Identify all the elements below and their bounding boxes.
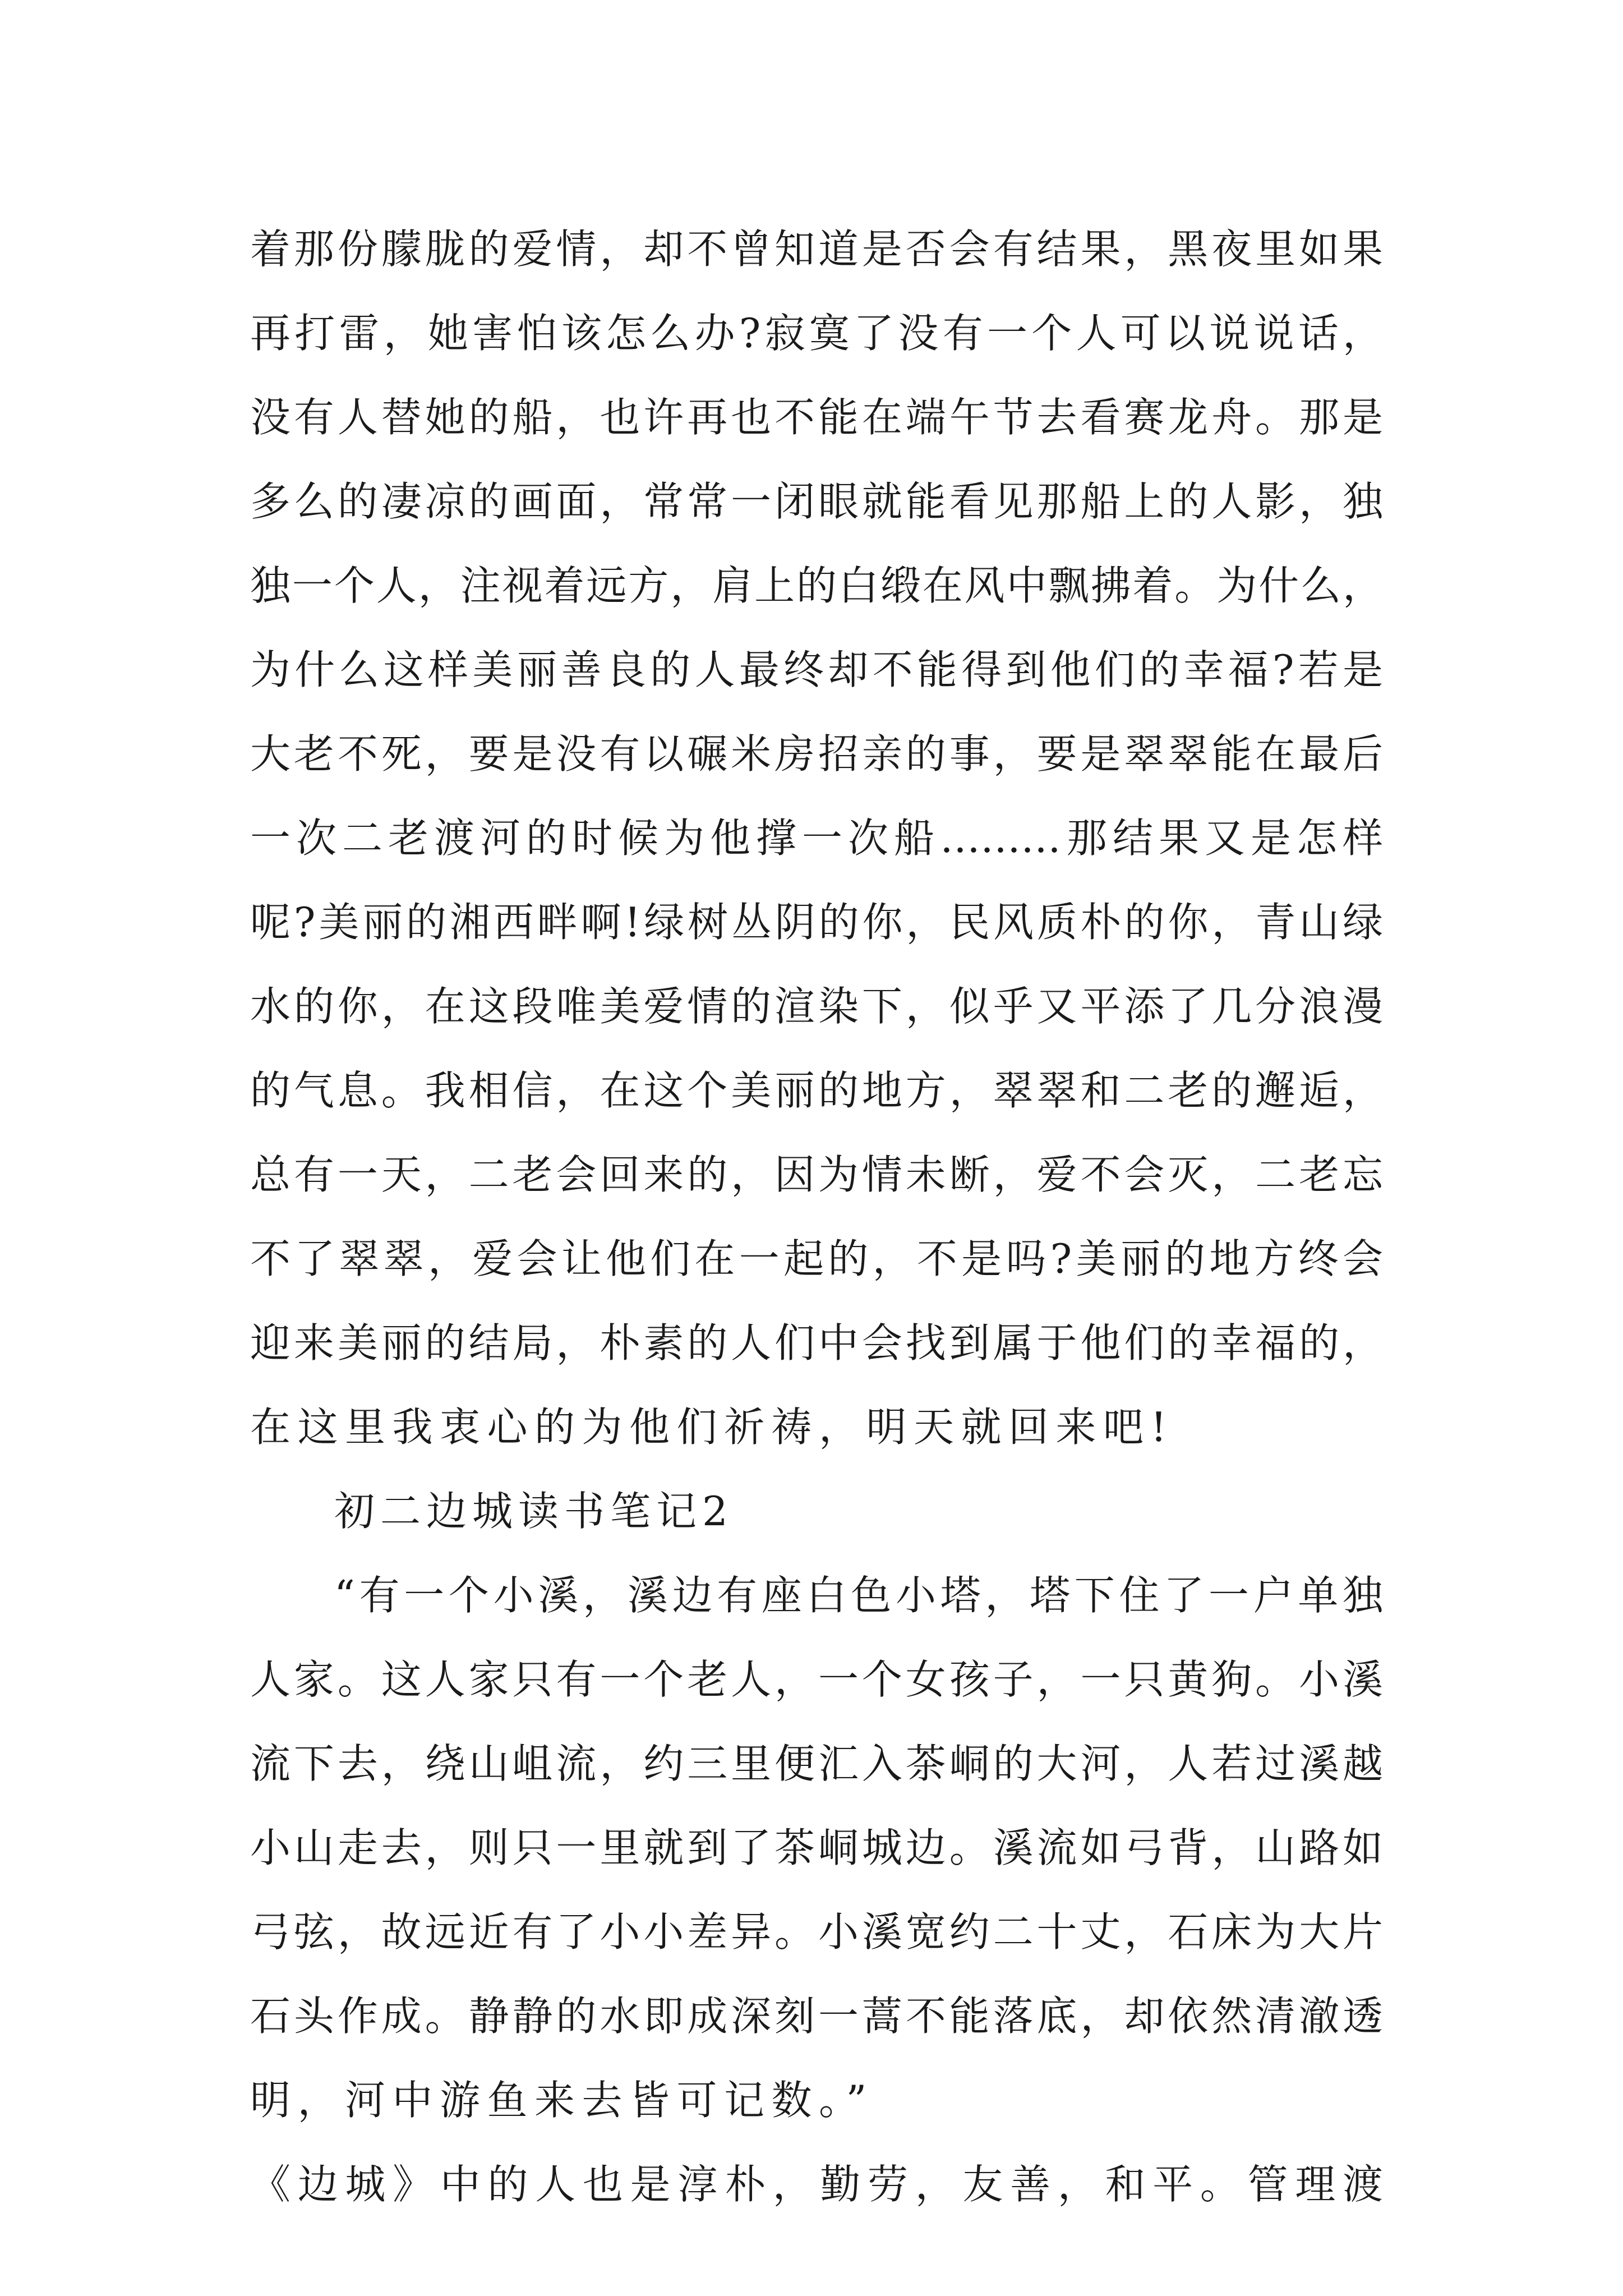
text-line: 弓弦，故远近有了小小差异。小溪宽约二十丈，石床为大片 xyxy=(250,1908,1383,1955)
text-line: 着那份朦胧的爱情，却不曾知道是否会有结果，黑夜里如果 xyxy=(250,226,1383,273)
text-line: 一次二老渡河的时候为他撑一次船………那结果又是怎样 xyxy=(250,815,1383,862)
section-heading: 初二边城读书笔记2 xyxy=(334,1488,734,1535)
text-line: 独一个人，注视着远方，肩上的白缎在风中飘拂着。为什么， xyxy=(250,562,1383,609)
text-line: 《边城》中的人也是淳朴，勤劳，友善，和平。管理渡 xyxy=(250,2161,1383,2208)
text-line: 水的你，在这段唯美爱情的渲染下，似乎又平添了几分浪漫 xyxy=(250,983,1383,1030)
text-line: 为什么这样美丽善良的人最终却不能得到他们的幸福?若是 xyxy=(250,646,1383,693)
text-line: 呢?美丽的湘西畔啊!绿树丛阴的你，民风质朴的你，青山绿 xyxy=(250,899,1383,946)
text-line: 小山走去，则只一里就到了茶峒城边。溪流如弓背，山路如 xyxy=(250,1824,1383,1871)
text-line: 没有人替她的船，也许再也不能在端午节去看赛龙舟。那是 xyxy=(250,394,1383,441)
text-line: 大老不死，要是没有以碾米房招亲的事，要是翠翠能在最后 xyxy=(250,730,1383,777)
text-line: 不了翠翠，爱会让他们在一起的，不是吗?美丽的地方终会 xyxy=(250,1235,1383,1282)
text-line: 多么的凄凉的画面，常常一闭眼就能看见那船上的人影，独 xyxy=(250,478,1383,525)
text-line: 明，河中游鱼来去皆可记数。” xyxy=(250,2077,874,2124)
text-line: 的气息。我相信，在这个美丽的地方，翠翠和二老的邂逅， xyxy=(250,1067,1383,1114)
text-line: 石头作成。静静的水即成深刻一蒿不能落底，却依然清澈透 xyxy=(250,1993,1383,2040)
text-line: 迎来美丽的结局，朴素的人们中会找到属于他们的幸福的， xyxy=(250,1319,1383,1366)
text-line: 再打雷，她害怕该怎么办?寂寞了没有一个人可以说说话， xyxy=(250,310,1383,357)
text-line: 在这里我衷心的为他们祈祷，明天就回来吧! xyxy=(250,1404,1174,1451)
text-line: “有一个小溪，溪边有座白色小塔，塔下住了一户单独 xyxy=(334,1572,1383,1619)
text-line: 人家。这人家只有一个老人，一个女孩子，一只黄狗。小溪 xyxy=(250,1656,1383,1703)
text-line: 流下去，绕山岨流，约三里便汇入茶峒的大河，人若过溪越 xyxy=(250,1740,1383,1787)
text-line: 总有一天，二老会回来的，因为情未断，爱不会灭，二老忘 xyxy=(250,1151,1383,1198)
